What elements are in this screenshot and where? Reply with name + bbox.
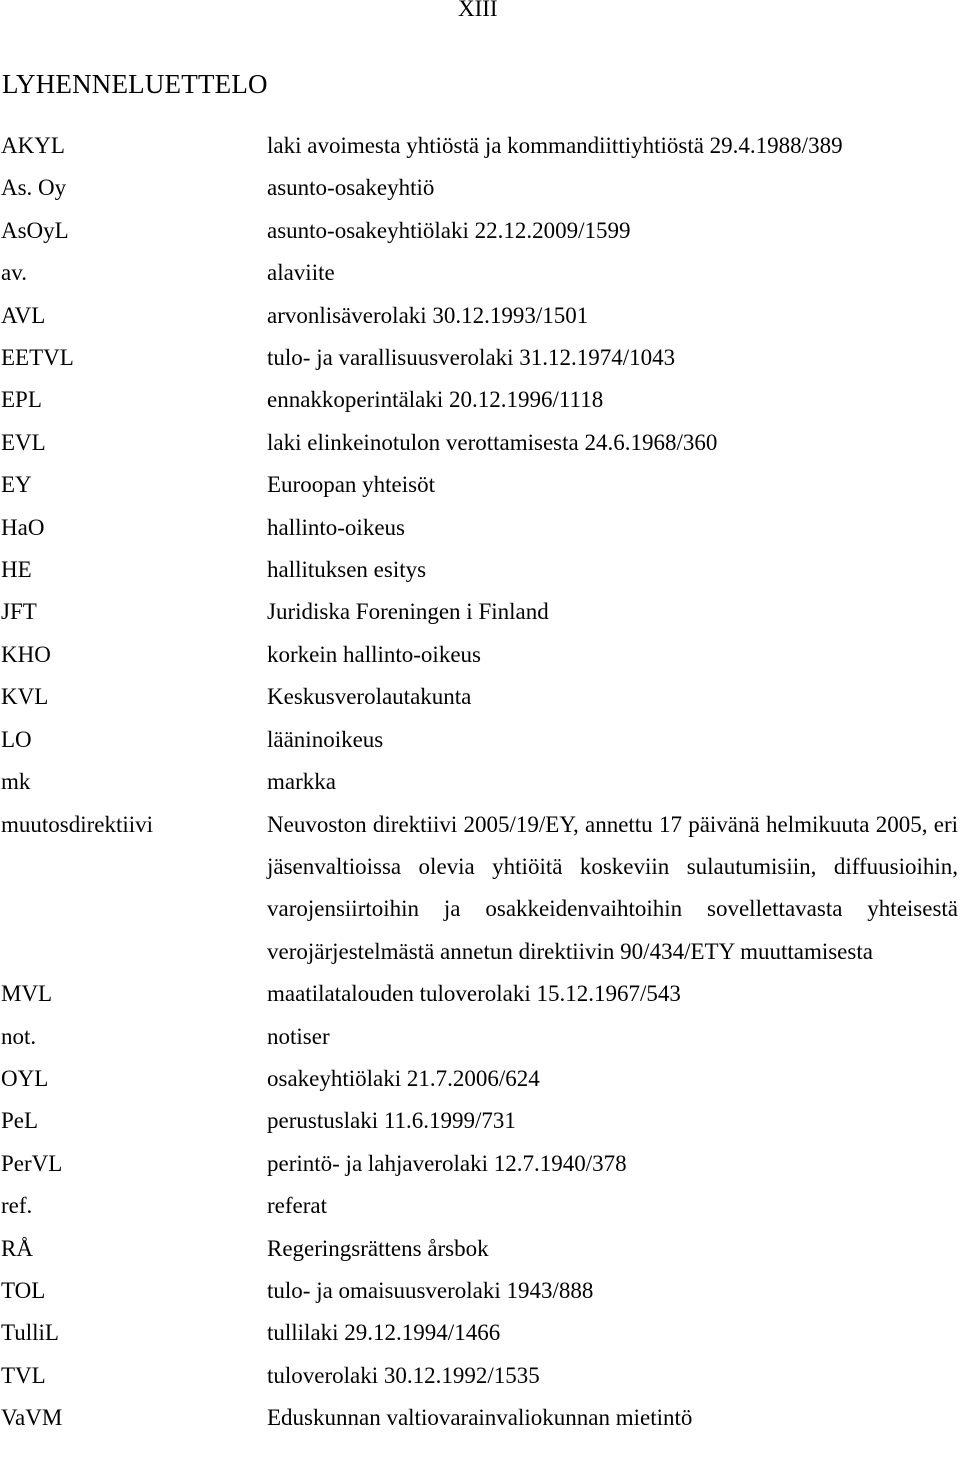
list-item [0, 591, 960, 633]
definition: hallituksen esitys [267, 557, 427, 583]
abbreviation: HaO [1, 514, 45, 540]
abbreviation: av. [1, 260, 27, 286]
abbreviation-list [0, 125, 960, 1440]
definition: notiser [267, 1023, 330, 1049]
abbreviation: EPL [1, 387, 42, 413]
list-item [0, 804, 960, 974]
abbreviation: PerVL [1, 1150, 63, 1176]
list-item [0, 676, 960, 718]
page-number: XIII [458, 0, 498, 21]
list-item [0, 464, 960, 506]
definition: markka [267, 769, 336, 795]
abbreviation: AKYL [1, 133, 65, 158]
definition: Keskusverolautakunta [267, 684, 472, 710]
list-item [0, 1397, 960, 1439]
list-item [0, 125, 960, 167]
definition: tuloverolaki 30.12.1992/1535 [267, 1362, 540, 1388]
list-item [0, 295, 960, 337]
list-item [0, 337, 960, 379]
definition: tulo- ja varallisuusverolaki 31.12.1974/1043 [267, 345, 676, 371]
definition: referat [267, 1193, 327, 1219]
definition: lääninoikeus [267, 726, 384, 752]
abbreviation: TOL [1, 1277, 46, 1303]
list-item [0, 210, 960, 252]
abbreviation: EY [1, 472, 32, 498]
list-item [0, 973, 960, 1015]
list-item [0, 634, 960, 676]
list-item [0, 167, 960, 209]
definition: tulo- ja omaisuusverolaki 1943/888 [267, 1277, 594, 1303]
definition: asunto-osakeyhtiö [267, 175, 435, 201]
abbreviation: OYL [1, 1065, 49, 1091]
definition: perustuslaki 11.6.1999/731 [267, 1108, 516, 1134]
abbreviation: TulliL [1, 1320, 59, 1346]
list-item [0, 1058, 960, 1100]
definition: maatilatalouden tuloverolaki 15.12.1967/543 [267, 981, 681, 1007]
definition: alaviite [267, 260, 335, 286]
definition: korkein hallinto-oikeus [267, 641, 481, 667]
page-title: LYHENNELUETTELO [2, 69, 268, 99]
list-item [0, 719, 960, 761]
definition: Neuvoston direktiivi 2005/19/EY, annettu 17 päivänä helmikuuta 2005, eri jäsenvaltioissa olevia yhtiöitä koskeviin sulautumisiin, diffuusioihin, varojensiirtoihin ja osakkeidenvaihtoihin sovellettavasta yhteisestä verojärjestelmästä annetun direktiivin 90/434/ETY muuttamisesta [267, 811, 958, 964]
definition: perintö- ja lahjaverolaki 12.7.1940/378 [267, 1150, 627, 1176]
abbreviation: As. Oy [1, 175, 67, 201]
definition: arvonlisäverolaki 30.12.1993/1501 [267, 302, 589, 328]
list-item [0, 1355, 960, 1397]
abbreviation: KVL [1, 684, 49, 710]
definition: Regeringsrättens årsbok [267, 1235, 489, 1261]
abbreviation: AsOyL [1, 217, 69, 243]
list-item [0, 1185, 960, 1227]
abbreviation: ref. [1, 1193, 33, 1219]
abbreviation: PeL [1, 1108, 39, 1134]
definition: Juridiska Foreningen i Finland [267, 599, 549, 625]
list-item [0, 1228, 960, 1270]
abbreviation: TVL [1, 1362, 46, 1388]
list-item [0, 507, 960, 549]
abbreviation: KHO [1, 641, 51, 667]
definition: hallinto-oikeus [267, 514, 405, 540]
definition: tullilaki 29.12.1994/1466 [267, 1320, 501, 1346]
abbreviation: mk [1, 769, 31, 795]
definition: Eduskunnan valtiovarainvaliokunnan mietintö [267, 1405, 693, 1431]
abbreviation: RÅ [1, 1235, 33, 1261]
abbreviation: VaVM [1, 1405, 63, 1431]
list-item [0, 1312, 960, 1354]
definition: Euroopan yhteisöt [267, 472, 435, 498]
list-item [0, 1143, 960, 1185]
list-item [0, 252, 960, 294]
list-item [0, 549, 960, 591]
definition: asunto-osakeyhtiölaki 22.12.2009/1599 [267, 217, 631, 243]
list-item [0, 1100, 960, 1142]
abbreviation: JFT [1, 599, 37, 625]
abbreviation: MVL [1, 981, 53, 1007]
definition: osakeyhtiölaki 21.7.2006/624 [267, 1065, 540, 1091]
abbreviation: LO [1, 726, 32, 752]
list-item [0, 422, 960, 464]
list-item [0, 1270, 960, 1312]
list-item [0, 379, 960, 421]
abbreviation: HE [1, 557, 32, 583]
abbreviation: EVL [1, 429, 46, 455]
definition: laki elinkeinotulon verottamisesta 24.6.1968/360 [267, 429, 718, 455]
abbreviation: muutosdirektiivi [1, 811, 154, 837]
definition: ennakkoperintälaki 20.12.1996/1118 [267, 387, 604, 413]
list-item [0, 1016, 960, 1058]
abbreviation: AVL [1, 302, 46, 328]
abbreviation: EETVL [1, 345, 74, 371]
definition: laki avoimesta yhtiöstä ja kommandiittiyhtiöstä 29.4.1988/389 [267, 133, 843, 158]
abbreviation: not. [1, 1023, 37, 1049]
list-item [0, 761, 960, 803]
